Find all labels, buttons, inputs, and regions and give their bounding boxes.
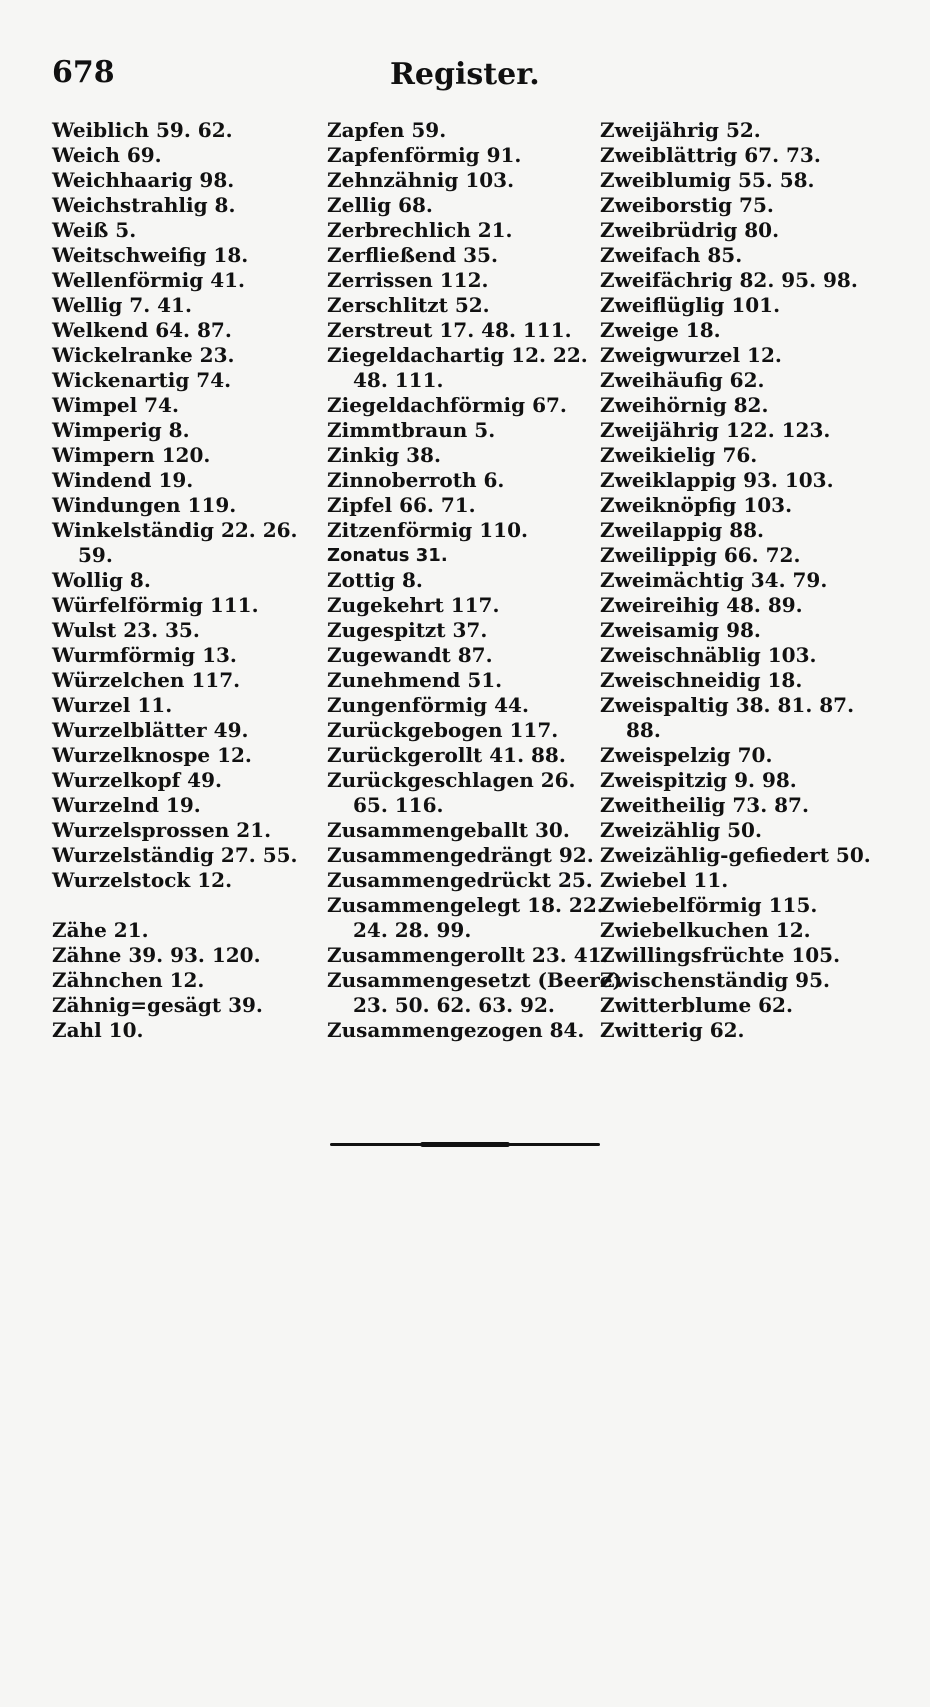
index-entry: Zusammengeballt 30. bbox=[327, 818, 570, 842]
index-entry: Würfelförmig 111. bbox=[52, 593, 259, 617]
index-entry: 24. 28. 99. bbox=[353, 918, 472, 942]
index-entry: Windungen 119. bbox=[52, 493, 237, 517]
index-entry: Zinkig 38. bbox=[327, 443, 441, 467]
index-column-middle bbox=[327, 118, 622, 1043]
index-entry: Zapfen 59. bbox=[327, 118, 447, 142]
index-entry: Zweisamig 98. bbox=[600, 618, 761, 642]
index-entry: Zweimächtig 34. 79. bbox=[600, 568, 828, 592]
index-entry: Zweischneidig 18. bbox=[600, 668, 803, 692]
index-entry: Zweiklappig 93. 103. bbox=[600, 468, 834, 492]
index-entry: Wurzelständig 27. 55. bbox=[52, 843, 298, 867]
index-entry: Zusammengedrängt 92. bbox=[327, 843, 594, 867]
index-entry: 48. 111. bbox=[353, 368, 444, 392]
index-entry: Zerschlitzt 52. bbox=[327, 293, 490, 317]
index-entry: Zitzenförmig 110. bbox=[327, 518, 528, 542]
index-entry: Zweifach 85. bbox=[600, 243, 743, 267]
section-gap bbox=[52, 893, 327, 918]
index-entry: Zonatus 31. bbox=[327, 545, 448, 566]
index-entry: Zusammengezogen 84. bbox=[327, 1018, 585, 1042]
index-entry: Zurückgeschlagen 26. bbox=[327, 768, 576, 792]
index-entry: Zerbrechlich 21. bbox=[327, 218, 513, 242]
index-entry: Zweihörnig 82. bbox=[600, 393, 769, 417]
index-entry: Zweilappig 88. bbox=[600, 518, 765, 542]
index-entry: Zahl 10. bbox=[52, 1018, 144, 1042]
index-entry: Zweigwurzel 12. bbox=[600, 343, 782, 367]
index-entry: Zweispitzig 9. 98. bbox=[600, 768, 797, 792]
index-entry: Weich 69. bbox=[52, 143, 162, 167]
index-entry: Wurzelknospe 12. bbox=[52, 743, 252, 767]
index-entry: Zweitheilig 73. 87. bbox=[600, 793, 809, 817]
index-entry: Zugewandt 87. bbox=[327, 643, 493, 667]
index-entry: Zwitterig 62. bbox=[600, 1018, 745, 1042]
index-entry: Zusammengedrückt 25. bbox=[327, 868, 593, 892]
index-entry: Zimmtbraun 5. bbox=[327, 418, 496, 442]
index-entry: Wurmförmig 13. bbox=[52, 643, 237, 667]
index-entry: Zurückgebogen 117. bbox=[327, 718, 559, 742]
index-entry: Weitschweifig 18. bbox=[52, 243, 249, 267]
index-entry: Zweige 18. bbox=[600, 318, 721, 342]
index-entry: Zwischenständig 95. bbox=[600, 968, 830, 992]
index-entry: Zweilippig 66. 72. bbox=[600, 543, 801, 567]
index-entry: Zusammengerollt 23. 41. bbox=[327, 943, 609, 967]
index-entry: Wimpern 120. bbox=[52, 443, 211, 467]
index-entry: Zehnzähnig 103. bbox=[327, 168, 515, 192]
index-entry: Zunehmend 51. bbox=[327, 668, 503, 692]
index-entry: Zwitterblume 62. bbox=[600, 993, 793, 1017]
index-entry: Zottig 8. bbox=[327, 568, 423, 592]
index-entry: Zweizählig-gefiedert 50. bbox=[600, 843, 871, 867]
index-entry: Wollig 8. bbox=[52, 568, 151, 592]
index-entry: Wurzelkopf 49. bbox=[52, 768, 222, 792]
index-entry: Zwiebel 11. bbox=[600, 868, 729, 892]
index-entry: Zwillingsfrüchte 105. bbox=[600, 943, 841, 967]
index-entry: Zähe 21. bbox=[52, 918, 149, 942]
index-entry: Zwiebelkuchen 12. bbox=[600, 918, 811, 942]
index-entry: Wickenartig 74. bbox=[52, 368, 232, 392]
index-entry: Zähnchen 12. bbox=[52, 968, 205, 992]
index-entry: Ziegeldachförmig 67. bbox=[327, 393, 567, 417]
index-entry: Zweiblättrig 67. 73. bbox=[600, 143, 821, 167]
page-number: 678 bbox=[52, 55, 115, 90]
index-entry: Zinnoberroth 6. bbox=[327, 468, 505, 492]
index-entry: 65. 116. bbox=[353, 793, 444, 817]
index-entry: 88. bbox=[626, 718, 661, 742]
index-entry: Würzelchen 117. bbox=[52, 668, 241, 692]
index-entry: Zweizählig 50. bbox=[600, 818, 762, 842]
index-entry: Wimperig 8. bbox=[52, 418, 190, 442]
index-entry: Weichstrahlig 8. bbox=[52, 193, 236, 217]
index-entry: Wimpel 74. bbox=[52, 393, 179, 417]
index-entry: Zipfel 66. 71. bbox=[327, 493, 476, 517]
index-entry: Zugekehrt 117. bbox=[327, 593, 500, 617]
index-entry: Zweischnäblig 103. bbox=[600, 643, 817, 667]
index-entry: Wurzelnd 19. bbox=[52, 793, 201, 817]
index-entry: Zähnig=gesägt 39. bbox=[52, 993, 263, 1017]
index-column-left bbox=[52, 118, 327, 1043]
index-entry: Zweibrüdrig 80. bbox=[600, 218, 780, 242]
index-entry: Zerfließend 35. bbox=[327, 243, 498, 267]
index-entry: Zweijährig 52. bbox=[600, 118, 761, 142]
index-entry: Zugespitzt 37. bbox=[327, 618, 488, 642]
index-entry: 59. bbox=[78, 543, 113, 567]
index-entry: Zusammengesetzt (Beere) bbox=[327, 968, 622, 992]
index-entry: Wellig 7. 41. bbox=[52, 293, 192, 317]
index-entry: Ziegeldachartig 12. 22. bbox=[327, 343, 588, 367]
index-entry: Wurzelstock 12. bbox=[52, 868, 233, 892]
index-entry: Windend 19. bbox=[52, 468, 194, 492]
index-entry: Zweihäufig 62. bbox=[600, 368, 765, 392]
index-entry: Zapfenförmig 91. bbox=[327, 143, 522, 167]
index-entry: Zweiknöpfig 103. bbox=[600, 493, 793, 517]
index-entry: Zungenförmig 44. bbox=[327, 693, 529, 717]
index-entry: Weichhaarig 98. bbox=[52, 168, 235, 192]
index-entry: Zweireihig 48. 89. bbox=[600, 593, 803, 617]
index-entry: Zweijährig 122. 123. bbox=[600, 418, 831, 442]
index-entry: Zusammengelegt 18. 22. bbox=[327, 893, 604, 917]
index-entry: Zweiborstig 75. bbox=[600, 193, 774, 217]
index-entry: Wurzelsprossen 21. bbox=[52, 818, 272, 842]
index-entry: Welkend 64. 87. bbox=[52, 318, 232, 342]
index-entry: Zweifächrig 82. 95. 98. bbox=[600, 268, 858, 292]
running-head: Register. bbox=[390, 57, 540, 92]
index-entry: Zurückgerollt 41. 88. bbox=[327, 743, 566, 767]
index-entry: Zwiebelförmig 115. bbox=[600, 893, 818, 917]
index-entry: Zellig 68. bbox=[327, 193, 433, 217]
index-entry: Zweikielig 76. bbox=[600, 443, 758, 467]
index-entry: Wickelranke 23. bbox=[52, 343, 235, 367]
index-entry: Zweiblumig 55. 58. bbox=[600, 168, 815, 192]
index-entry: Zähne 39. 93. 120. bbox=[52, 943, 261, 967]
index-entry: Winkelständig 22. 26. bbox=[52, 518, 298, 542]
index-entry: Wulst 23. 35. bbox=[52, 618, 200, 642]
index-entry: Wurzel 11. bbox=[52, 693, 173, 717]
index-entry: Weiblich 59. 62. bbox=[52, 118, 233, 142]
index-entry: Zerrissen 112. bbox=[327, 268, 489, 292]
index-entry: Zweiflüglig 101. bbox=[600, 293, 781, 317]
index-entry: Wurzelblätter 49. bbox=[52, 718, 249, 742]
end-rule bbox=[330, 1143, 600, 1146]
index-entry: Zweispaltig 38. 81. 87. bbox=[600, 693, 855, 717]
index-entry: Zerstreut 17. 48. 111. bbox=[327, 318, 572, 342]
index-entry: 23. 50. 62. 63. 92. bbox=[353, 993, 555, 1017]
index-entry: Wellenförmig 41. bbox=[52, 268, 245, 292]
index-column-right bbox=[600, 118, 875, 1043]
index-entry: Zweispelzig 70. bbox=[600, 743, 773, 767]
index-entry: Weiß 5. bbox=[52, 218, 137, 242]
